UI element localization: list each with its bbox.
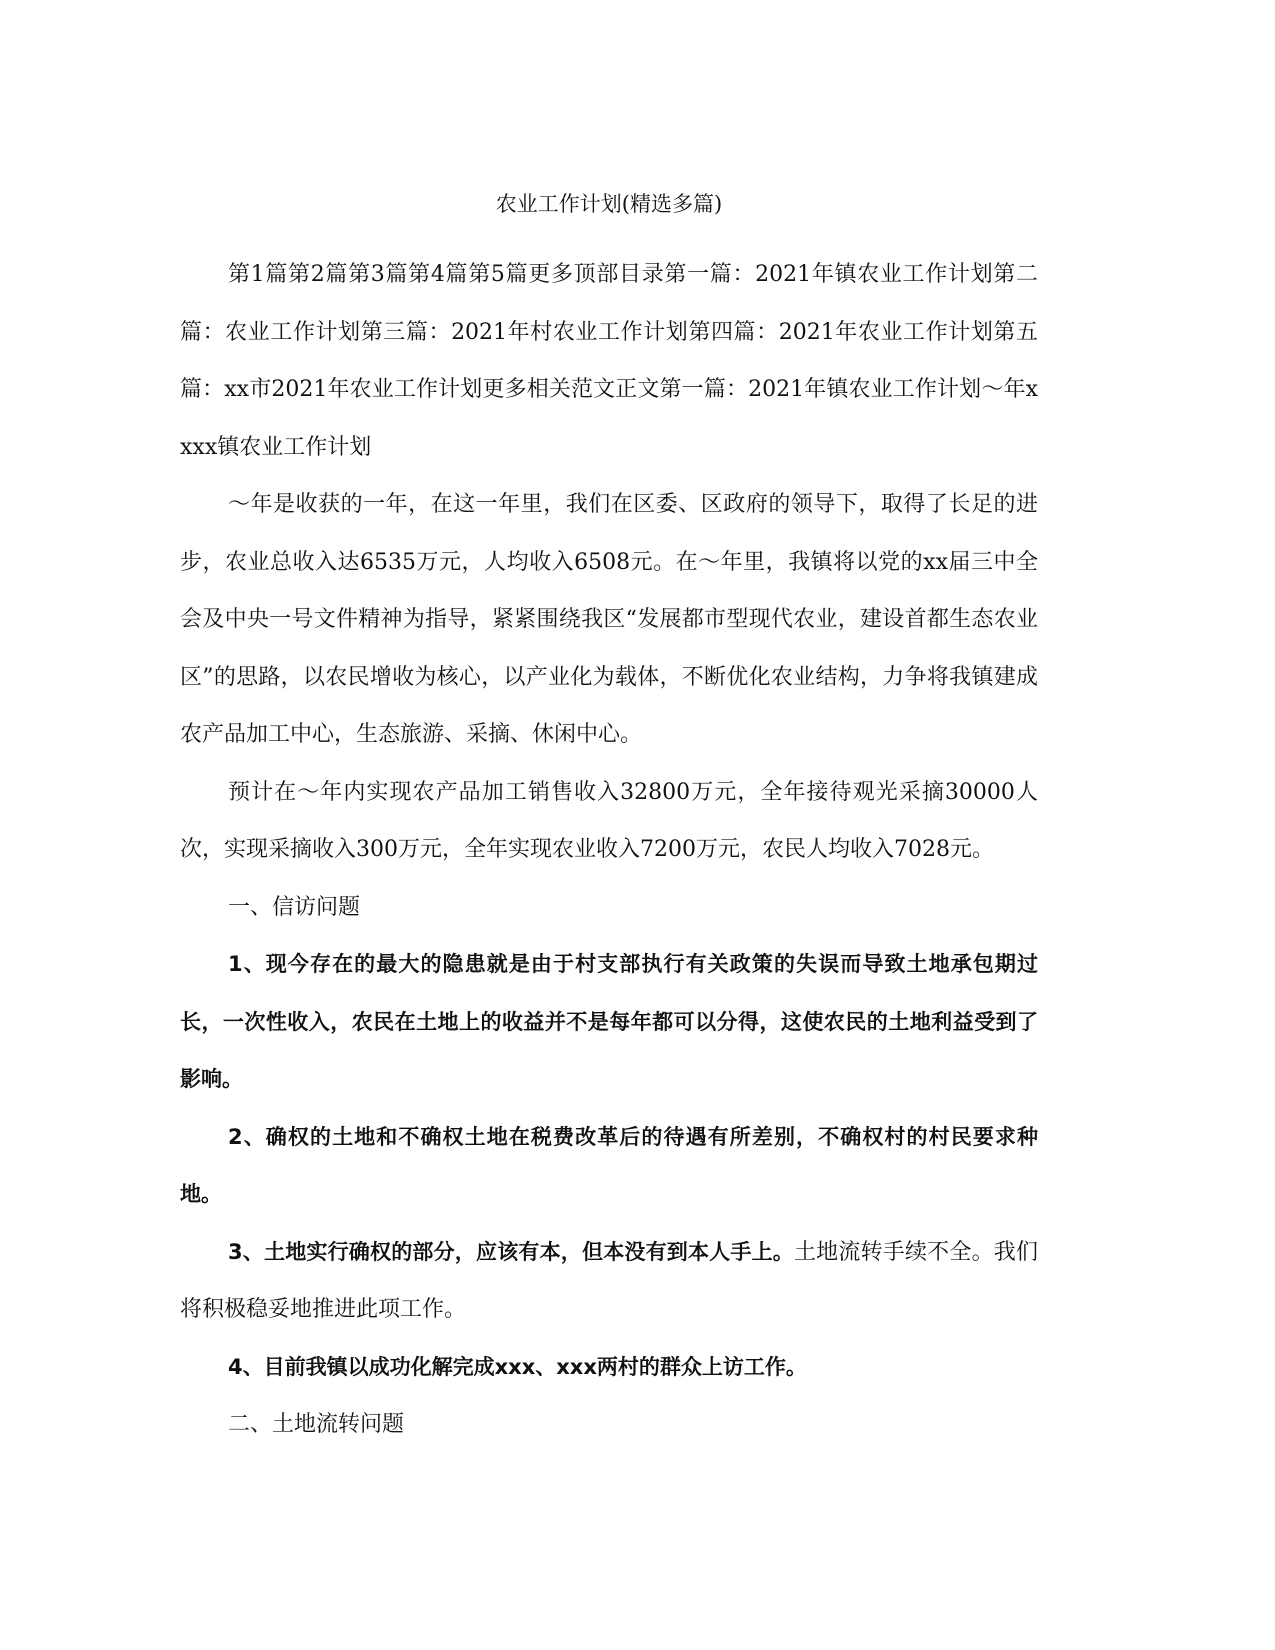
- list-item-3-bold-text: 3、土地实行确权的部分，应该有本，但本没有到本人手上。: [228, 1239, 794, 1264]
- list-item-1: 1、现今存在的最大的隐患就是由于村支部执行有关政策的失误而导致土地承包期过长，一次性收入，农民在土地上的收益并不是每年都可以分得，这使农民的土地利益受到了影响。: [180, 952, 1038, 1091]
- document-body: [180, 246, 1038, 1454]
- paragraph-table-of-contents: 第1篇第2篇第3篇第4篇第5篇更多顶部目录第一篇：2021年镇农业工作计划第二篇：农业工作计划第三篇：2021年村农业工作计划第四篇：2021年农业工作计划第五篇：xx市2021年农业工作计划更多相关范文正文第一篇：2021年镇农业工作计划～年xxxx镇农业工作计划: [180, 262, 1038, 460]
- paragraph-targets: 预计在～年内实现农产品加工销售收入32800万元，全年接待观光采摘30000人次，实现采摘收入300万元，全年实现农业收入7200万元，农民人均收入7028元。: [180, 779, 1038, 862]
- list-item-3-plain-text: 土地流转手续不全。我们将积极稳妥地推进此项工作。: [180, 1239, 1038, 1322]
- list-item-3: [180, 1224, 1038, 1339]
- list-item-2: 2、确权的土地和不确权土地在税费改革后的待遇有所差别，不确权村的村民要求种地。: [180, 1124, 1038, 1206]
- section-heading-petitions: 一、信访问题: [228, 894, 361, 920]
- paragraph-summary: ～年是收获的一年，在这一年里，我们在区委、区政府的领导下，取得了长足的进步，农业总收入达6535万元，人均收入6508元。在～年里，我镇将以党的xx届三中全会及中央一号文件精神为指导，紧紧围绕我区“发展都市型现代农业，建设首都生态农业区”的思路，以农民增收为核心，以产业化为载体，不断优化农业结构，力争将我镇建成农产品加工中心，生态旅游、采摘、休闲中心。: [180, 492, 1038, 747]
- section-heading-land-transfer: 二、土地流转问题: [228, 1412, 405, 1437]
- document-title: 农业工作计划(精选多篇): [495, 192, 723, 216]
- list-item-4: 4、目前我镇以成功化解完成xxx、xxx两村的群众上访工作。: [228, 1354, 807, 1379]
